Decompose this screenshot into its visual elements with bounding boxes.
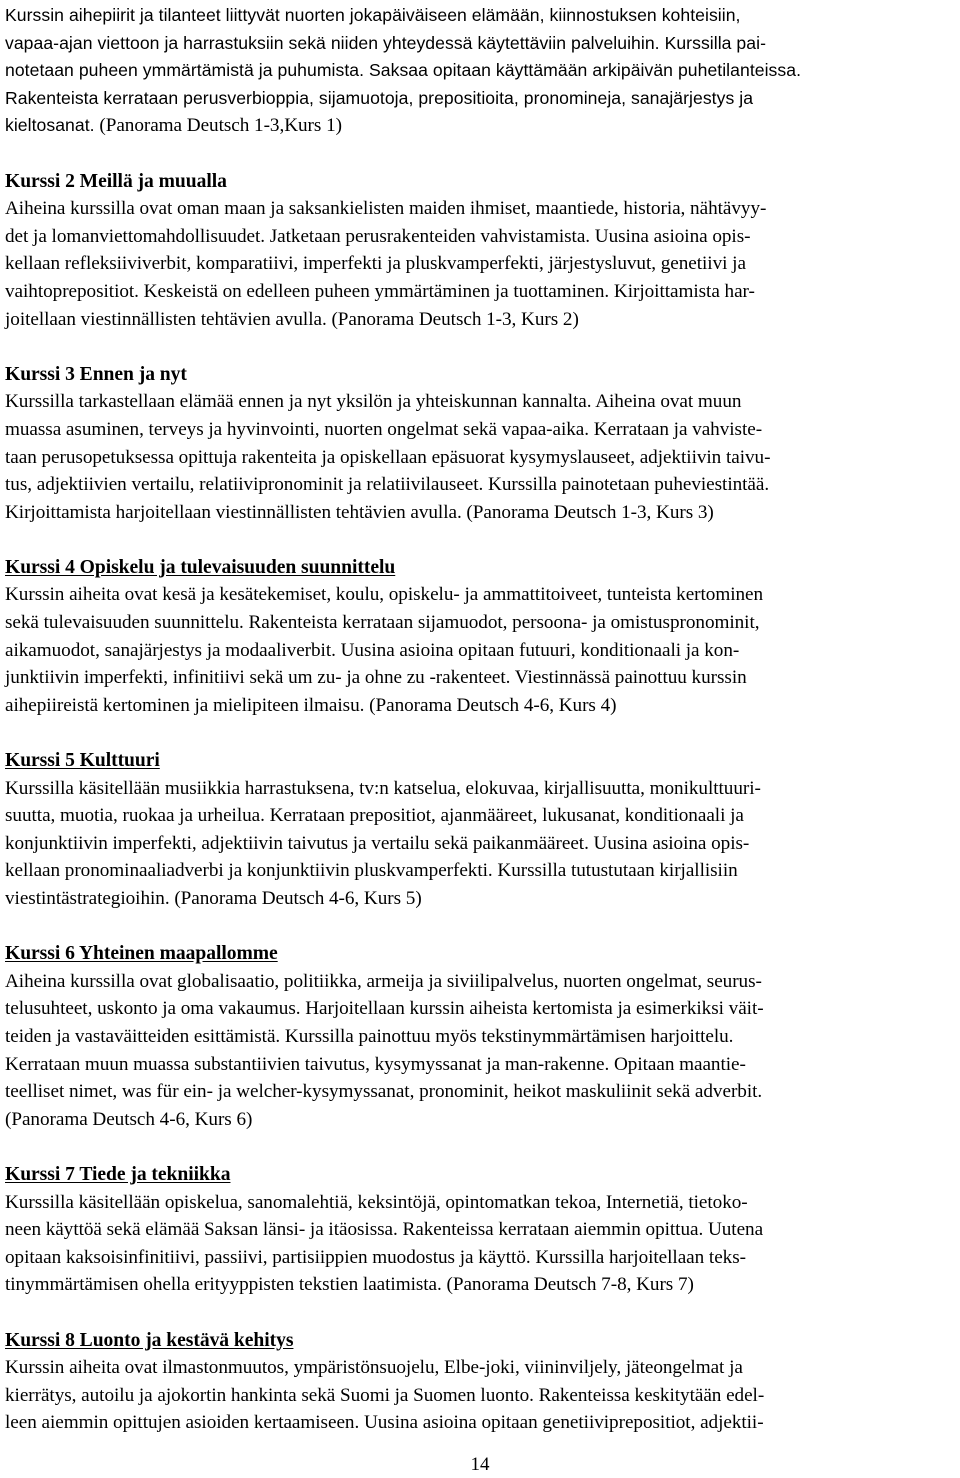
paragraph-gap — [5, 526, 955, 554]
text-line: konjunktiivin imperfekti, adjektiivin taivutus ja vertailu sekä paikanmääreet. Uusina asioina opis- — [5, 832, 750, 854]
text-line: tus, adjektiivien vertailu, relatiivipronominit ja relatiivilauseet. Kurssilla painotetaan puheviestintää. — [5, 474, 770, 496]
document-page — [5, 2, 955, 1437]
course-section-8 — [5, 1327, 955, 1437]
text-line: Kurssin aiheita ovat ilmastonmuutos, ympäristönsuojelu, Elbe-joki, viininviljely, jäteongelmat ja — [5, 1357, 743, 1379]
text-line: kierrätys, autoilu ja ajokortin hankinta sekä Suomi ja Suomen luonto. Rakenteissa keskitytään edel- — [5, 1384, 765, 1406]
paragraph-gap — [5, 140, 955, 168]
course-section-6 — [5, 940, 955, 1133]
text-line: kellaan refleksiiviverbit, komparatiivi, imperfekti ja pluskvamperfekti, järjestysluvut, genetiivi ja — [5, 253, 746, 275]
course-title: Kurssi 6 Yhteinen maapallomme — [5, 943, 278, 965]
intro-paragraph — [5, 2, 955, 140]
intro-line-start: kieltosanat. — [5, 115, 95, 136]
text-line: telusuhteet, uskonto ja oma vakaumus. Harjoitellaan kurssin aiheista kertomista ja esimerkiksi väit- — [5, 998, 764, 1020]
text-line: junktiivin imperfekti, infinitiivi sekä um zu- ja ohne zu -rakenteet. Viestinnässä painottuu kurssin — [5, 667, 747, 689]
text-line: teiden ja vastaväitteiden esittämistä. Kurssilla painottuu myös tekstinymmärtämisen harjoittelu. — [5, 1025, 734, 1047]
paragraph-gap — [5, 1133, 955, 1161]
text-line: Kurssilla käsitellään musiikkia harrastuksena, tv:n katselua, elokuvaa, kirjallisuutta, monikulttuuri- — [5, 777, 761, 799]
text-line: Kurssilla tarkastellaan elämää ennen ja nyt yksilön ja yhteiskunnan kannalta. Aiheina ovat muun — [5, 391, 742, 413]
text-line: neen käyttöä sekä elämää Saksan länsi- ja itäosissa. Rakenteissa kerrataan aiemmin opittua. Uutena — [5, 1219, 764, 1241]
course-title: Kurssi 5 Kulttuuri — [5, 750, 160, 772]
text-line: Kirjoittamista harjoitellaan viestinnällisten tehtävien avulla. (Panorama Deutsch 1-3, Kurs 3) — [5, 501, 714, 523]
text-line: Kurssilla käsitellään opiskelua, sanomalehtiä, keksintöjä, opintomatkan tekoa, Internetiä, tietoko- — [5, 1191, 748, 1213]
text-line: vapaa-ajan viettoon ja harrastuksiin sekä niiden yhteydessä käytettäviin palveluihin. Kurssilla pai- — [5, 32, 766, 53]
course-title: Kurssi 4 Opiskelu ja tulevaisuuden suunnittelu — [5, 556, 396, 578]
text-line: (Panorama Deutsch 4-6, Kurs 6) — [5, 1108, 253, 1130]
text-line: suutta, muotia, ruokaa ja urheilua. Kerrataan prepositiot, ajanmääreet, lukusanat, konditionaali ja — [5, 805, 744, 827]
text-line: det ja lomanviettomahdollisuudet. Jatketaan perusrakenteiden vahvistamista. Uusina asioina opis- — [5, 225, 751, 247]
text-line: aikamuodot, sanajärjestys ja modaaliverbit. Uusina asioina opitaan futuuri, konditionaali ja kon- — [5, 639, 740, 661]
text-line: tinymmärtämisen ohella erityyppisten tekstien laatimista. (Panorama Deutsch 7-8, Kurs 7) — [5, 1274, 694, 1296]
text-line: opitaan kaksoisinfinitiivi, passiivi, partisiippien muodostus ja käyttö. Kurssilla harjoitellaan teks- — [5, 1246, 746, 1268]
text-line: viestintästrategioihin. (Panorama Deutsch 4-6, Kurs 5) — [5, 888, 422, 909]
paragraph-gap — [5, 913, 955, 941]
paragraph-gap — [5, 719, 955, 747]
text-line: Kerrataan muun muassa substantiivien taivutus, kysymyssanat ja man-rakenne. Opitaan maantie- — [5, 1053, 746, 1075]
course-title: Kurssi 2 Meillä ja muualla — [5, 170, 227, 192]
paragraph-gap — [5, 1299, 955, 1327]
course-section-4 — [5, 554, 955, 720]
text-line: Aiheina kurssilla ovat globalisaatio, politiikka, armeija ja siviilipalvelus, nuorten ongelmat, seurus- — [5, 970, 762, 992]
text-line: muassa asuminen, terveys ja hyvinvointi, nuorten ongelmat sekä vapaa-aika. Kerrataan ja vahviste- — [5, 418, 763, 440]
course-section-7 — [5, 1161, 955, 1299]
text-line: notetaan puheen ymmärtämistä ja puhumista. Saksaa opitaan käyttämään arkipäivän puhetilanteissa. — [5, 60, 802, 81]
text-line: teelliset nimet, was für ein- ja welcher-kysymyssanat, pronominit, heikot maskuliinit sekä adverbit. — [5, 1081, 763, 1103]
text-line: taan perusopetuksessa opittuja rakenteita ja opiskellaan epäsuorat kysymyslauseet, adjektiivin taivu- — [5, 446, 771, 468]
text-line: sekä tulevaisuuden suunnittelu. Rakenteista kerrataan sijamuodot, persoona- ja omistuspronominit, — [5, 612, 760, 634]
text-line: Rakenteista kerrataan perusverbioppia, sijamuotoja, prepositioita, pronomineja, sanajärjestys ja — [5, 87, 754, 108]
text-line: Aiheina kurssilla ovat oman maan ja saksankielisten maiden ihmiset, maantiede, historia, nähtävyy- — [5, 198, 767, 220]
text-line: leen aiemmin opittujen asioiden kertaamiseen. Uusina asioina opitaan genetiiviprepositiot, adjektii- — [5, 1412, 764, 1434]
course-title: Kurssi 8 Luonto ja kestävä kehitys — [5, 1329, 294, 1351]
text-line: aihepiireistä kertominen ja mielipiteen ilmaisu. (Panorama Deutsch 4-6, Kurs 4) — [5, 694, 617, 716]
text-line: vaihtoprepositiot. Keskeistä on edelleen puheen ymmärtäminen ja tuottaminen. Kirjoittamista har- — [5, 280, 755, 302]
course-section-5 — [5, 747, 955, 913]
course-section-2 — [5, 168, 955, 334]
course-title: Kurssi 3 Ennen ja nyt — [5, 363, 187, 385]
paragraph-gap — [5, 333, 955, 361]
course-section-3 — [5, 361, 955, 527]
text-line: Kurssin aihepiirit ja tilanteet liittyvät nuorten jokapäiväiseen elämään, kiinnostuksen kohteisiin, — [5, 5, 741, 25]
text-line — [5, 112, 955, 140]
text-line: Kurssin aiheita ovat kesä ja kesätekemiset, koulu, opiskelu- ja ammattitoiveet, tunteista kertominen — [5, 584, 764, 606]
course-title: Kurssi 7 Tiede ja tekniikka — [5, 1163, 231, 1185]
text-line: kellaan pronominaaliadverbi ja konjunktiivin pluskvamperfekti. Kurssilla tutustutaan kirjallisiin — [5, 860, 738, 882]
page-number: 14 — [470, 1454, 490, 1475]
intro-course-reference: (Panorama Deutsch 1-3,Kurs 1) — [94, 115, 342, 137]
text-line: joitellaan viestinnällisten tehtävien avulla. (Panorama Deutsch 1-3, Kurs 2) — [5, 308, 579, 330]
